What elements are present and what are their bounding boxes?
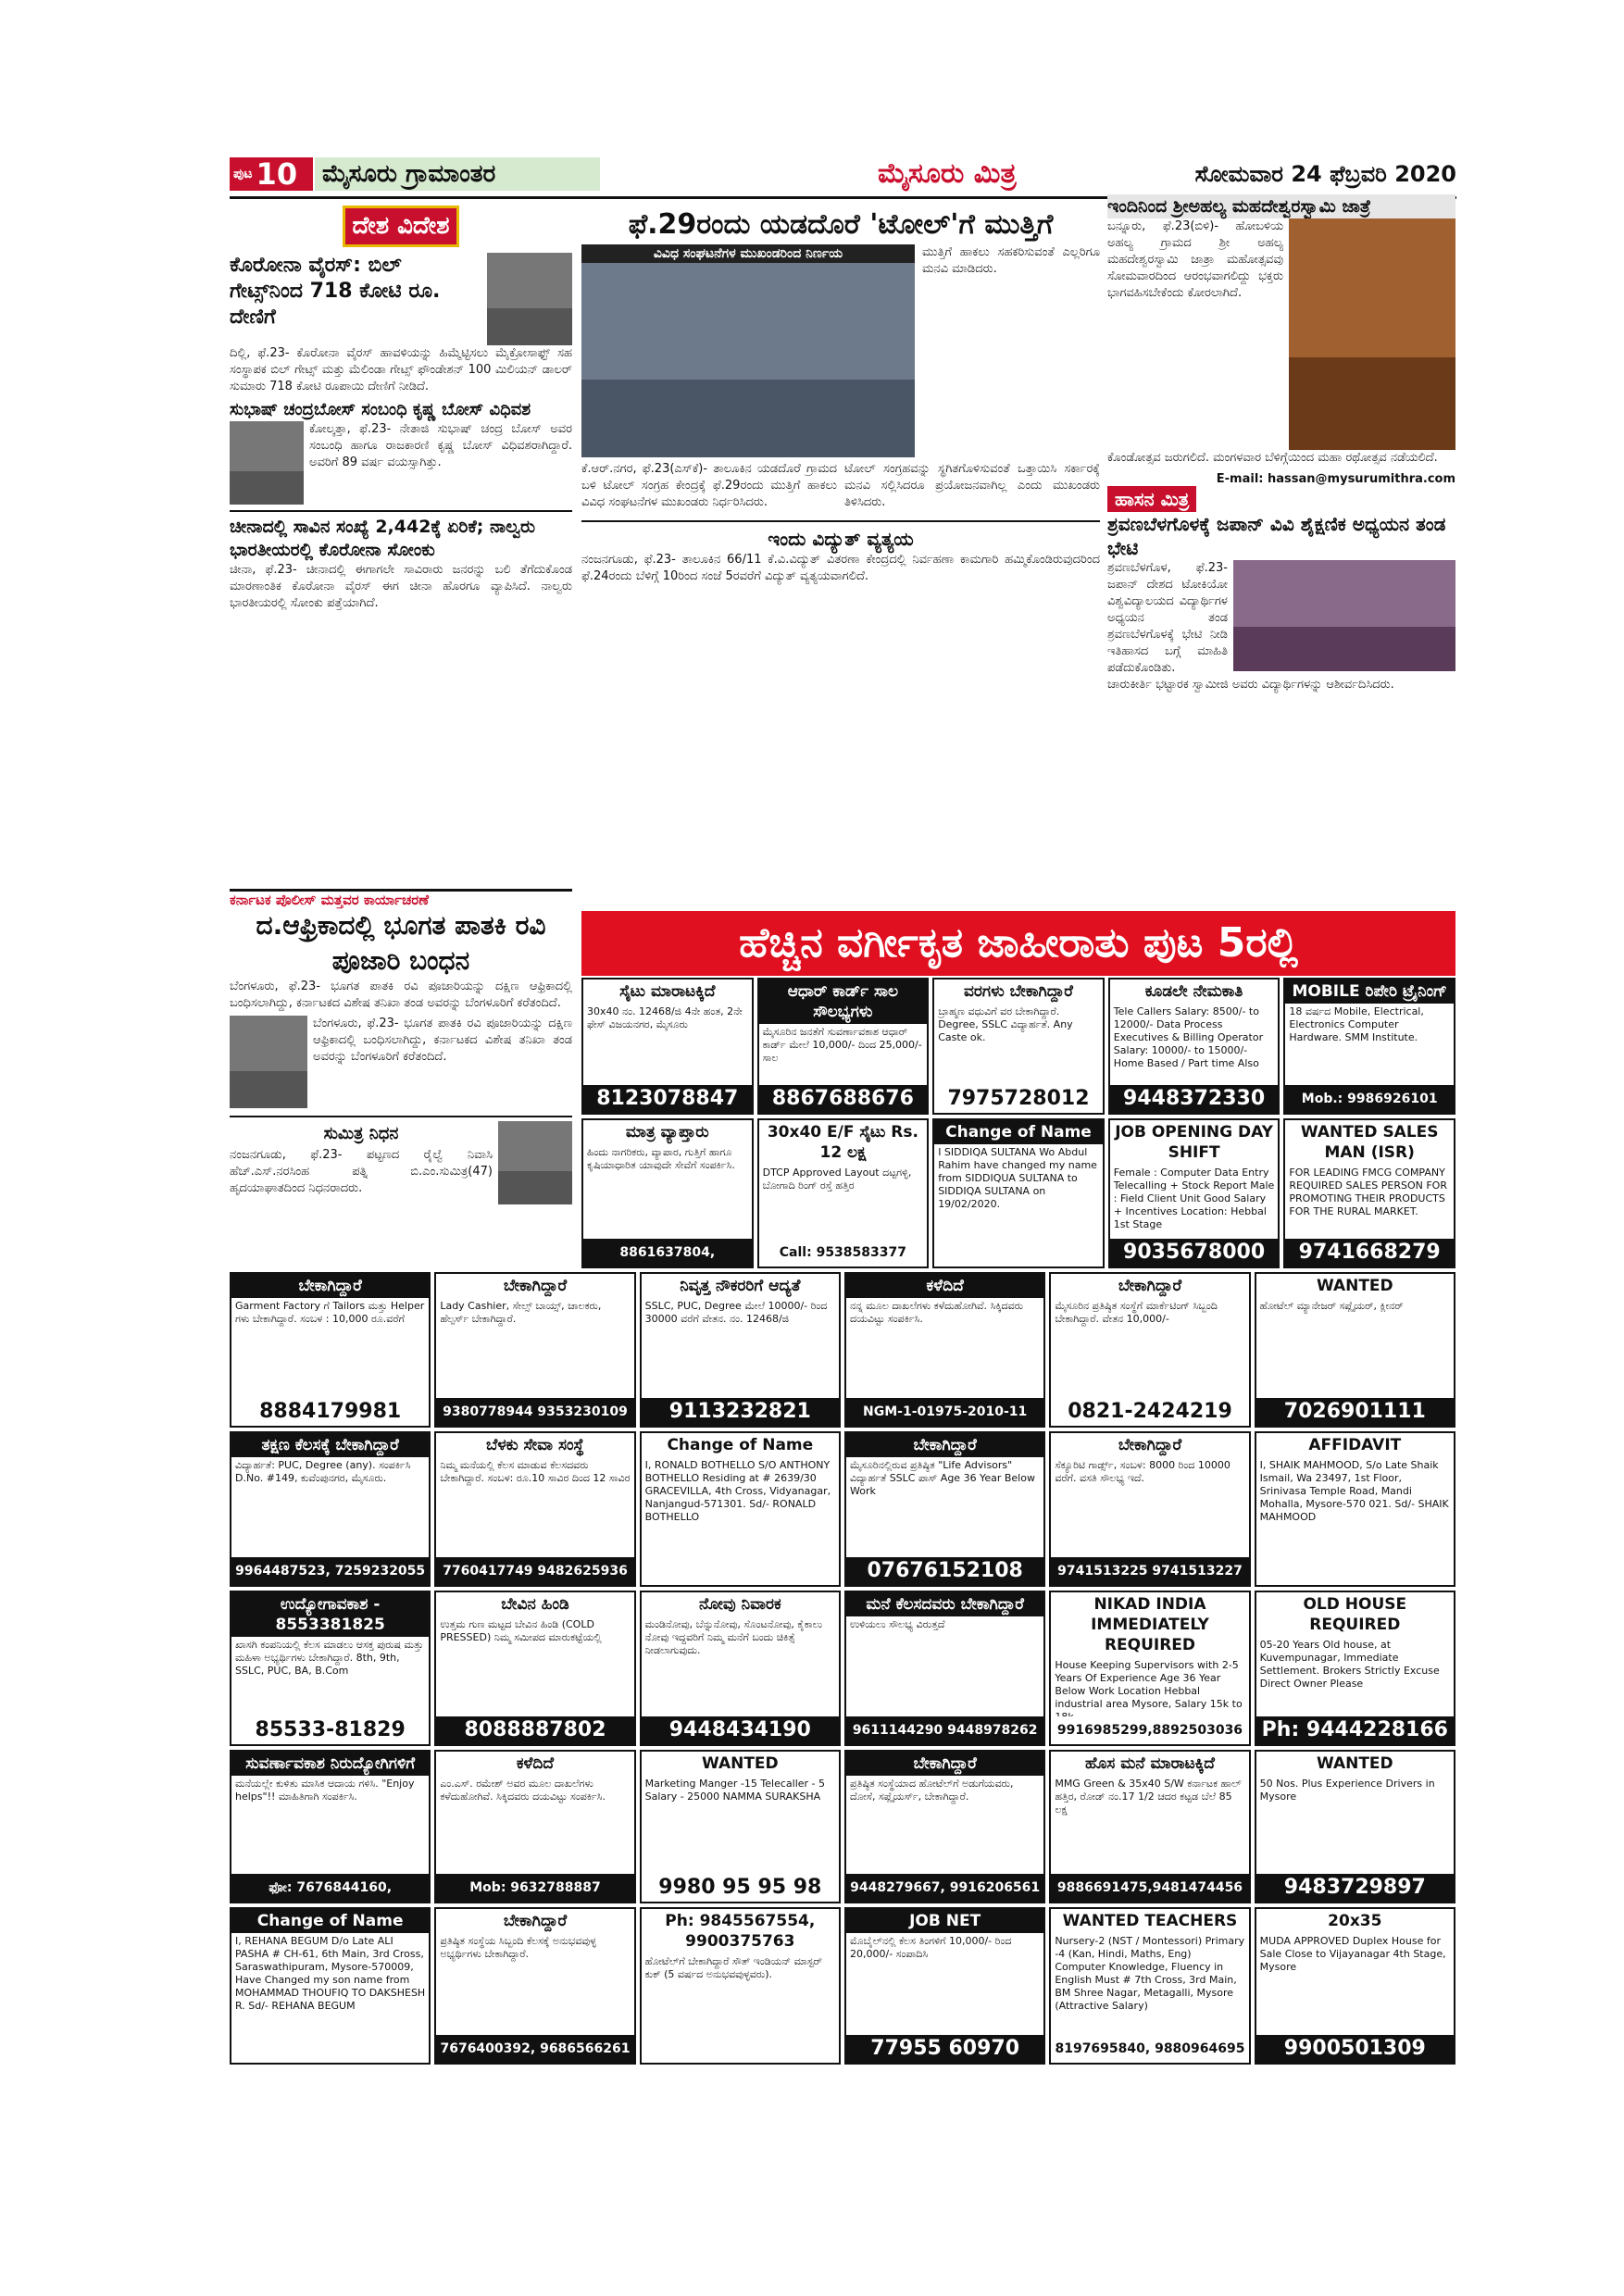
classified-ad [230, 1750, 431, 1903]
ad-body: ಪ್ರತಿಷ್ಠಿತ ಸಂಸ್ಥೆಯ ಸಿಬ್ಬಂದಿ ಕೆಲಸಕ್ಕೆ ಅನುಭವವುಳ್ಳ ಅಭ್ಯರ್ಥಿಗಳು ಬೇಕಾಗಿದ್ದಾರೆ. [440, 1935, 596, 1960]
classified-ad [1255, 1907, 1455, 2065]
classified-ad [640, 1272, 841, 1428]
classified-ad [844, 1591, 1045, 1746]
ad-heading: ಮನೆ ಕೆಲಸದವರು ಬೇಕಾಗಿದ್ದಾರೆ [846, 1592, 1043, 1616]
ad-phone: 8197695840, 9880964695 [1051, 2035, 1248, 2063]
ad-body: DTCP Approved Layout ದಟ್ಟಗಳ್ಳಿ, ಬೋಗಾದಿ ರಿಂಗ್ ರಸ್ತೆ ಹತ್ತಿರ [762, 1167, 912, 1192]
classified-ad [1283, 1118, 1455, 1268]
ad-phone: 8123078847 [583, 1085, 752, 1113]
ad-heading: JOB NET [846, 1909, 1043, 1933]
ad-heading: ಕಳೆದಿದೆ [846, 1274, 1043, 1298]
classified-ad [757, 1118, 930, 1268]
ad-phone: 9448434190 [642, 1716, 839, 1744]
ad-body: Female : Computer Data Entry Telecalling + Stock Report Male : Field Client Unit Good Salary + Incentives Location: Hebbal 1st Stage [1113, 1167, 1275, 1230]
classified-ad [1049, 1272, 1250, 1428]
story-text: ಚಾರುಕೀರ್ತಿ ಭಟ್ಟಾರಕ ಸ್ವಾಮೀಜಿ ಅವರು ವಿದ್ಯಾರ್ಥಿಗಳನ್ನು ಆಶೀರ್ವದಿಸಿದರು. [1107, 678, 1394, 692]
ad-heading: NIKAD INDIA IMMEDIATELY REQUIRED [1091, 1595, 1209, 1654]
ad-heading: ಬೇಕಾಗಿದ್ದಾರೆ [231, 1274, 429, 1298]
ad-heading: ಬೇಕಾಗಿದ್ದಾರೆ [1118, 1277, 1182, 1295]
ad-phone: 9611144290 9448978262 [846, 1716, 1043, 1744]
classified-ad [1255, 1431, 1455, 1587]
story-text: ನಂಜನಗೂಡು, ಫೆ.23- ತಾಲೂಕಿನ 66/11 ಕೆ.ವಿ.ವಿದ್ಯುತ್ ವಿತರಣಾ ಕೇಂದ್ರದಲ್ಲಿ ನಿರ್ವಹಣಾ ಕಾಮಗಾರಿ ಹಮ್ಮಿಕೊಂಡಿರುವುದರಿಂದ ಫೆ.24ರಂದು ಬೆಳಿಗ್ಗೆ 10ರಿಂದ ಸಂಜೆ 5ರವರೆಗೆ ವಿದ್ಯುತ್ ವ್ಯತ್ಯಯವಾಗಲಿದೆ. [581, 553, 1100, 583]
ad-body: I SIDDIQA SULTANA Wo Abdul Rahim have changed my name from SIDDIQUA SULTANA to SIDDIQA SULTANA on 19/02/2020. [938, 1146, 1097, 1210]
classified-ad [1255, 1750, 1455, 1903]
ad-heading: ಬೇಕಾಗಿದ್ದಾರೆ [846, 1433, 1043, 1457]
col1-news [230, 206, 572, 902]
ad-phone: 9483729897 [1256, 1874, 1454, 1902]
page-header [230, 154, 1456, 194]
photo-ravi-poojari [230, 1016, 307, 1108]
story-title: ದ.ಆಫ್ರಿಕಾದಲ್ಲಿ ಭೂಗತ ಪಾತಕಿ ರವಿ ಪೂಜಾರಿ ಬಂಧನ [256, 910, 546, 976]
story-title: ಸುಭಾಷ್ ಚಂದ್ರಬೋಸ್ ಸಂಬಂಧಿ ಕೃಷ್ಣ ಬೋಸ್ ವಿಧಿವಶ [230, 400, 531, 419]
story-text: ಮುತ್ತಿಗೆ ಹಾಕಲು ಸಹಕರಿಸುವಂತೆ ಎಲ್ಲರಿಗೂ ಮನವಿ ಮಾಡಿದರು. [922, 245, 1100, 276]
ad-phone: 77955 60970 [846, 2035, 1043, 2063]
ad-phone: 8088887802 [436, 1716, 633, 1744]
classified-ad [230, 1272, 431, 1428]
classified-ad [434, 1907, 635, 2065]
ad-heading: Change of Name [934, 1120, 1103, 1144]
ad-phone: Ph: 9444228166 [1256, 1716, 1454, 1744]
ad-heading: Ph: 9845567554, 9900375763 [665, 1912, 816, 1951]
ad-body: 05-20 Years Old house, at Kuvempunagar, Immediate Settlement. Brokers Strictly Excuse Direct Owner Please [1259, 1639, 1440, 1690]
ad-body: ಉಳಿಯಲು ಸೌಲಭ್ಯ ವಿರುತ್ತದೆ [850, 1618, 945, 1630]
classified-ad [230, 1431, 431, 1587]
ad-heading: ಸುವರ್ಣಾವಕಾಶ ನಿರುದ್ಯೋಗಿಗಳಿಗೆ [231, 1752, 429, 1776]
classified-ad [230, 1907, 431, 2065]
ad-body: Lady Cashier, ಸೇಲ್ಸ್ ಬಾಯ್ಸ್, ಚಾಲಕರು, ಹೆಲ್ಪರ್ಸ್ ಬೇಕಾಗಿದ್ದಾರೆ. [440, 1300, 602, 1325]
ad-body: 18 ವರ್ಷದ Mobile, Electrical, Electronics Computer Hardware. SMM Institute. [1289, 1005, 1424, 1043]
ad-body: Garment Factory ಗೆ Tailors ಮತ್ತು Helper ಗಳು ಬೇಕಾಗಿದ್ದಾರೆ. ಸಂಬಳ : 10,000 ರೂ.ವರೆಗೆ [235, 1300, 425, 1325]
classified-ad [844, 1431, 1045, 1587]
classified-ad [640, 1907, 841, 2065]
classified-ad [844, 1272, 1045, 1428]
classified-ad [1283, 978, 1455, 1115]
ad-body: ಹೋಟೆಲ್‌ಗೆ ಬೇಕಾಗಿದ್ದಾರೆ ಸೌತ್ ಇಂಡಿಯನ್ ಮಾಸ್ಟರ್ ಕುಕ್ (5 ವರ್ಷದ ಅನುಭವವುಳ್ಳವರು). [644, 1955, 822, 1980]
ad-body: ಮೊಬೈಲ್‌ನಲ್ಲಿ ಕೆಲಸ ತಿಂಗಳಿಗೆ 10,000/- ರಿಂದ 20,000/- ಸಂಪಾದಿಸಿ [850, 1935, 1012, 1960]
ad-heading: ಉದ್ಯೋಗಾವಕಾಶ - 8553381825 [231, 1592, 429, 1637]
issue-date: ಸೋಮವಾರ 24 ಫೆಬ್ರವರಿ 2020 [1194, 161, 1456, 187]
story-text: ಚೀನಾ, ಫೆ.23- ಚೀನಾದಲ್ಲಿ ಈಗಾಗಲೇ ಸಾವಿರಾರು ಜನರನ್ನು ಬಲಿ ತೆಗೆದುಕೊಂಡ ಮಾರಣಾಂತಿಕ ಕೊರೋನಾ ವೈರಸ್ ಈಗ ಚೀನಾ ಹೊರಗೂ ವ್ಯಾಪಿಸಿದೆ. ನಾಲ್ವರು ಭಾರತೀಯರಲ್ಲಿ ಸೋಂಕು ಪತ್ತೆಯಾಗಿದೆ. [230, 563, 572, 610]
page-label: ಪುಟ [233, 167, 253, 181]
ad-phone: 9448372330 [1110, 1085, 1279, 1113]
ad-phone: 9916985299,8892503036 [1051, 1716, 1248, 1744]
obituary-title: ಸುಮಿತ್ರ ನಿಧನ [323, 1124, 399, 1143]
classified-ad [434, 1431, 635, 1587]
classified-ad [1049, 1591, 1250, 1746]
ad-body: I, REHANA BEGUM D/o Late ALI PASHA # CH-61, 6th Main, 3rd Cross, Saraswathipuram, Mysore-570009, Have Changed my son name from MOHAMMAD THOUFIQ TO DAKSHESH R. Sd/- REHANA BEGUM [235, 1935, 426, 2012]
ad-body: I, SHAIK MAHMOOD, S/o Late Shaik Ismail, Wa 23497, 1st Floor, Srinivasa Temple Road, Mandi Mohalla, Mysore-570 021. Sd/- SHAIK MAHMOOD [1259, 1459, 1449, 1523]
ad-phone: 8861637804, [583, 1239, 752, 1267]
ad-body: ನಿಮ್ಮ ಮನೆಯಲ್ಲಿ ಕೆಲಸ ಮಾಡುವ ಕೆಲಸದವರು ಬೇಕಾಗಿದ್ದಾರೆ. ಸಂಬಳ: ರೂ.10 ಸಾವಿರ ದಿಂದ 12 ಸಾವಿರ [440, 1459, 631, 1484]
story-title: ಕೊರೋನಾ ವೈರಸ್: ಬಿಲ್ ಗೇಟ್ಸ್‌ನಿಂದ 718 ಕೋಟಿ ರೂ. ದೇಣಿಗೆ [230, 254, 441, 329]
ad-phone: 07676152108 [846, 1557, 1043, 1585]
classified-ad [932, 978, 1105, 1115]
photo-caption: ಕೊಂಡೋತ್ಸವ ಜರುಗಲಿದೆ. ಮಂಗಳವಾರ ಬೆಳಿಗ್ಗೆಯಿಂದ ಮಹಾ ರಥೋತ್ಸವ ನಡೆಯಲಿದೆ. [1107, 451, 1438, 465]
classified-ad [640, 1431, 841, 1587]
ad-heading: ಬೇಕಾಗಿದ್ದಾರೆ [846, 1752, 1043, 1776]
photo-krishna-bose [230, 421, 304, 505]
ad-heading: WANTED [701, 1754, 779, 1773]
ad-heading: ಕೂಡಲೇ ನೇಮಕಾತಿ [1144, 982, 1243, 1001]
classified-ad [1049, 1750, 1250, 1903]
masthead: ಮೈಸೂರು ಮಿತ್ರ [878, 157, 1017, 190]
section-title: ಮೈಸೂರು ಗ್ರಾಮಾಂತರ [315, 157, 600, 191]
ad-phone: 7026901111 [1256, 1398, 1454, 1426]
ad-body: ಹೋಟೆಲ್ ಮ್ಯಾನೇಜರ್ ಸಪ್ಲೈಯರ್, ಕ್ಲೀನರ್ [1259, 1300, 1404, 1312]
ad-heading: ಬೇಕಾಗಿದ್ದಾರೆ [503, 1912, 568, 1930]
ad-phone: Call: 9538583377 [759, 1239, 928, 1267]
ad-body: House Keeping Supervisors with 2-5 Years Of Experience Age 36 Year Below Work Location Hebbal industrial area Mysore, Salary 15k to [1055, 1659, 1243, 1710]
ad-heading: ವರಗಳು ಬೇಕಾಗಿದ್ದಾರೆ [963, 982, 1073, 1001]
ad-phone: 7760417749 9482625936 [436, 1557, 633, 1585]
ad-body: MMG Green & 35x40 S/W ಕರ್ನಾಟಕ ಹಾಲ್ ಹತ್ತಿರ, ರೋಡ್ ನಂ.17 1/2 ಚದರ ಕಟ್ಟಡ ಬೆಲೆ 85 ಲಕ್ಷ [1055, 1778, 1242, 1816]
section-band: ದೇಶ ವಿದೇಶ [343, 206, 460, 247]
ad-body: ಮೈಸೂರಿನ ಪ್ರತಿಷ್ಠಿತ ಸಂಸ್ಥೆಗೆ ಮಾರ್ಕೆಟಿಂಗ್ ಸಿಬ್ಬಂದಿ ಬೇಕಾಗಿದ್ದಾರೆ. ವೇತನ 10,000/- [1055, 1300, 1218, 1325]
ad-phone: Mob: 9632788887 [436, 1874, 633, 1902]
story-title: ಚೀನಾದಲ್ಲಿ ಸಾವಿನ ಸಂಖ್ಯೆ 2,442ಕ್ಕೆ ಏರಿಕೆ; ನಾಲ್ವರು ಭಾರತೀಯರಲ್ಲಿ ಕೊರೋನಾ ಸೋಂಕು [230, 510, 572, 562]
ad-phone: NGM-1-01975-2010-11 [846, 1398, 1043, 1426]
ad-heading: WANTED TEACHERS [1062, 1912, 1238, 1930]
classified-ad [1255, 1272, 1455, 1428]
ad-heading: 30x40 E/F ಸೈಟು Rs. 12 ಲಕ್ಷ [767, 1123, 918, 1162]
ad-phone: 0821-2424219 [1051, 1398, 1248, 1426]
ad-heading: WANTED SALES MAN (ISR) [1300, 1123, 1439, 1162]
story-text: ದಿಲ್ಲಿ, ಫೆ.23- ಕೊರೋನಾ ವೈರಸ್ ಹಾವಳಿಯನ್ನು ಹಿಮ್ಮೆಟ್ಟಿಸಲು ಮೈಕ್ರೋಸಾಫ್ಟ್ ಸಹ ಸಂಸ್ಥಾಪಕ ಬಿಲ್ ಗೇಟ್ಸ್ ಮತ್ತು ಮೆಲಿಂಡಾ ಗೇಟ್ಸ್ ಫೌಂಡೇಶನ್ 100 ಮಿಲಿಯನ್ ಡಾಲರ್ ಸುಮಾರು 718 ಕೋಟಿ ರೂಪಾಯಿ ದೇಣಿಗೆ ನೀಡಿದೆ. [230, 346, 572, 393]
classified-ad [581, 1118, 754, 1268]
story-title: ಇಂದಿನಿಂದ ಶ್ರೀಅಹಲ್ಯ ಮಹದೇಶ್ವರಸ್ವಾಮಿ ಜಾತ್ರೆ [1107, 194, 1455, 218]
email-line: E-mail: hassan@mysurumithra.com [1216, 472, 1455, 486]
ad-body: FOR LEADING FMCG COMPANY REQUIRED SALES PERSON FOR PROMOTING THEIR PRODUCTS FOR THE RURAL MARKET. [1289, 1167, 1447, 1217]
classified-ad [230, 1591, 431, 1746]
ad-body: ಎಂ.ಎಸ್. ರಮೇಶ್ ಅವರ ಮೂಲ ದಾಖಲೆಗಳು ಕಳೆದುಹೋಗಿವೆ. ಸಿಕ್ಕಿದವರು ದಯವಿಟ್ಟು ಸಂಪರ್ಕಿಸಿ. [440, 1778, 606, 1803]
classified-ad [581, 978, 754, 1115]
ad-body: ಬ್ರಾಹ್ಮಣ ವಧುವಿಗೆ ವರ ಬೇಕಾಗಿದ್ದಾರೆ. Degree, SSLC ವಿದ್ಯಾರ್ಹತೆ. Any Caste ok. [938, 1005, 1073, 1043]
story-text: ಕೆ.ಆರ್.ನಗರ, ಫೆ.23(ಎಸ್‌ಕೆ)- ತಾಲೂಕಿನ ಯಡದೊರೆ ಗ್ರಾಮದ ಬಳಿ ಟೋಲ್ ಸಂಗ್ರಹ ಕೇಂದ್ರಕ್ಕೆ ಫೆ.29ರಂದು ಮುತ್ತಿಗೆ ಹಾಕಲು ವಿವಿಧ ಸಂಘಟನೆಗಳ ಮುಖಂಡರು ನಿರ್ಧರಿಸಿದರು. [581, 462, 837, 509]
ad-body: ಹಿಂದು ನಾಗರಿಕರು, ವ್ಯಾಪಾರ, ಗುತ್ತಿಗೆ ಹಾಗೂ ಕೃಷಿಯಾಧಾರಿತ ಯಾವುದೇ ಸೇವೆಗೆ ಸಂಪರ್ಕಿಸಿ. [587, 1146, 735, 1171]
page-number-tag [230, 157, 313, 191]
ad-heading: ಸೈಟು ಮಾರಾಟಕ್ಕಿದೆ [619, 982, 716, 1001]
classified-ad [844, 1907, 1045, 2065]
ad-heading: Change of Name [231, 1909, 429, 1933]
ad-phone: 7975728012 [934, 1085, 1103, 1113]
ad-body: 50 Nos. Plus Experience Drivers in Mysore [1259, 1778, 1435, 1803]
ad-heading: WANTED [1316, 1277, 1393, 1295]
classified-ad [932, 1118, 1105, 1268]
ad-body: ವಿದ್ಯಾರ್ಹತೆ: PUC, Degree (any). ಸಂಪರ್ಕಿಸಿ D.No. #149, ಕುವೆಂಪುನಗರ, ಮೈಸೂರು. [235, 1459, 411, 1484]
photo-temple-deity [1289, 218, 1455, 450]
ad-phone: 9741668279 [1285, 1239, 1454, 1267]
classified-ad [1049, 1907, 1250, 2065]
col1-crime-story [230, 889, 572, 1290]
ad-body: SSLC, PUC, Degree ಮೇಲೆ 10000/- ರಿಂದ 30000 ವರೆಗೆ ವೇತನ. ನಂ. 12468/ಜಿ [644, 1300, 828, 1325]
ad-heading: WANTED [1316, 1754, 1393, 1773]
photo-protest-meeting [581, 263, 915, 457]
ad-body: 30x40 ನಂ. 12468/ಜಿ 4ನೇ ಹಂತ, 2ನೇ ಫೇಸ್ ವಿಜಯನಗರ, ಮೈಸೂರು [587, 1005, 743, 1030]
story-text: ಶ್ರವಣಬೆಳಗೊಳ, ಫೆ.23- ಜಪಾನ್ ದೇಶದ ಟೋಕಿಯೋ ವಿಶ್ವವಿದ್ಯಾಲಯದ ವಿದ್ಯಾರ್ಥಿಗಳ ಅಧ್ಯಯನ ತಂಡ ಶ್ರವಣಬೆಳಗೊಳಕ್ಕೆ ಭೇಟಿ ನೀಡಿ ಇತಿಹಾಸದ ಬಗ್ಗೆ ಮಾಹಿತಿ ಪಡೆದುಕೊಂಡಿತು. [1107, 561, 1228, 675]
story-title: ಇಂದು ವಿದ್ಯುತ್ ವ್ಯತ್ಯಯ [768, 528, 914, 550]
ad-phone: 9886691475,9481474456 [1051, 1874, 1248, 1902]
hassan-band: ಹಾಸನ ಮಿತ್ರ [1107, 486, 1196, 512]
story-title: ಶ್ರವಣಬೆಳಗೊಳಕ್ಕೆ ಜಪಾನ್ ವಿವಿ ಶೈಕ್ಷಣಿಕ ಅಧ್ಯಯನ ತಂಡ ಭೇಟಿ [1107, 513, 1446, 559]
ad-heading: ನೋವು ನಿವಾರಕ [698, 1595, 781, 1614]
photo-bill-gates [487, 253, 572, 345]
ad-heading: OLD HOUSE REQUIRED [1303, 1595, 1407, 1634]
ad-heading: ಬೆಳಕು ಸೇವಾ ಸಂಸ್ಥೆ [486, 1436, 584, 1454]
story-text: ಬೆಂಗಳೂರು, ಫೆ.23- ಭೂಗತ ಪಾತಕಿ ರವಿ ಪೂಜಾರಿಯನ್ನು ದಕ್ಷಿಣ ಆಫ್ರಿಕಾದಲ್ಲಿ ಬಂಧಿಸಲಾಗಿದ್ದು, ಕರ್ನಾಟಕದ ವಿಶೇಷ ತನಿಖಾ ತಂಡ ಅವರನ್ನು ಬೆಂಗಳೂರಿಗೆ ಕರೆತಂದಿದೆ. [230, 980, 572, 1010]
ad-phone: 9900501309 [1256, 2035, 1454, 2063]
ad-heading: ತಕ್ಷಣ ಕೆಲಸಕ್ಕೆ ಬೇಕಾಗಿದ್ದಾರೆ [231, 1433, 429, 1457]
ad-phone: 9035678000 [1110, 1239, 1279, 1267]
ad-heading: ಬೇಕಾಗಿದ್ದಾರೆ [503, 1277, 568, 1295]
ad-heading: MOBILE ರಿಪೇರಿ ಟ್ರೈನಿಂಗ್ [1285, 980, 1454, 1004]
story-text: ಬನ್ನೂರು, ಫೆ.23(ಬಿಳಿ)- ಹೋಬಳಿಯ ಅಹಲ್ಯ ಗ್ರಾಮದ ಶ್ರೀ ಅಹಲ್ಯ ಮಹದೇಶ್ವರಸ್ವಾಮಿ ಜಾತ್ರಾ ಮಹೋತ್ಸವವು ಸೋಮವಾರದಿಂದ ಆರಂಭವಾಗಲಿದ್ದು ಭಕ್ತರು ಭಾಗವಹಿಸಬೇಕೆಂದು ಕೋರಲಾಗಿದೆ. [1107, 219, 1283, 300]
ad-phone: ಫೋ: 7676844160, [231, 1874, 429, 1902]
ad-phone: Mob.: 9986926101 [1285, 1085, 1454, 1113]
ad-heading: ಬೇವಿನ ಹಿಂಡಿ [501, 1595, 569, 1614]
ad-phone: 85533-81829 [231, 1716, 429, 1744]
ad-body: Tele Callers Salary: 8500/- to 12000/- Data Process Executives & Billing Operator Salary: 10000/- to 15000/- Home Based / Part time Also [1113, 1005, 1264, 1069]
ad-phone: 8867688676 [759, 1085, 928, 1113]
ad-body: ಸೆಕ್ಯೂರಿಟಿ ಗಾರ್ಡ್ಸ್, ಸಂಬಳ: 8000 ರಿಂದ 10000 ವರೆಗೆ. ವಸತಿ ಸೌಲಭ್ಯ ಇದೆ. [1055, 1459, 1230, 1484]
ad-body: ಮನೆಯಲ್ಲೇ ಕುಳಿತು ಮಾಸಿಕ ಆದಾಯ ಗಳಿಸಿ. "Enjoy helps"!! ಮಾಹಿತಿಗಾಗಿ ಸಂಪರ್ಕಿಸಿ. [235, 1778, 415, 1803]
photo-sumithra [498, 1121, 572, 1204]
classified-ad [1108, 978, 1280, 1115]
ad-heading: JOB OPENING DAY SHIFT [1115, 1123, 1273, 1162]
classified-ad [640, 1591, 841, 1746]
classified-banner: ಹೆಚ್ಚಿನ ವರ್ಗೀಕೃತ ಜಾಹೀರಾತು ಪುಟ 5ರಲ್ಲಿ [581, 911, 1455, 976]
ad-phone: 8884179981 [231, 1398, 429, 1426]
ad-heading: AFFIDAVIT [1308, 1436, 1402, 1454]
ad-body: Nursery-2 (NST / Montessori) Primary -4 (Kan, Hindi, Maths, Eng) Computer Knowledge, Fluency in English Must # 7th Cross, 3rd Main, BM Shree Nagar, Metagalli, Mysore (Attractive Salary) [1055, 1935, 1245, 2012]
ad-body: ನನ್ನ ಮೂಲ ದಾಖಲೆಗಳು ಕಳೆದುಹೋಗಿವೆ. ಸಿಕ್ಕಿದವರು ದಯವಿಟ್ಟು ಸಂಪರ್ಕಿಸಿ. [850, 1300, 1024, 1325]
ad-phone: 9964487523, 7259232055 [231, 1557, 429, 1585]
classified-ad [434, 1750, 635, 1903]
ad-body: Marketing Manger -15 Telecaller - 5 Salary - 25000 NAMMA SURAKSHA [644, 1778, 826, 1803]
story-text: ಟೋಲ್ ಸಂಗ್ರಹವನ್ನು ಸ್ಥಗಿತಗೊಳಿಸುವಂತೆ ಒತ್ತಾಯಿಸಿ ಸರ್ಕಾರಕ್ಕೆ ಮನವಿ ಸಲ್ಲಿಸಿದರೂ ಪ್ರಯೋಜನವಾಗಿಲ್ಲ ಎಂದು ಮುಖಂಡರು ತಿಳಿಸಿದರು. [844, 462, 1100, 509]
ad-phone: 9380778944 9353230109 [436, 1398, 633, 1426]
ad-body: ಮೈಸೂರಿನಲ್ಲಿರುವ ಪ್ರತಿಷ್ಠಿತ "Life Advisors" ವಿದ್ಯಾರ್ಹತೆ SSLC ಪಾಸ್ Age 36 Year Below Work [850, 1459, 1035, 1497]
photo-caption: ವಿವಿಧ ಸಂಘಟನೆಗಳ ಮುಖಂಡರಿಂದ ನಿರ್ಣಯ [581, 244, 915, 263]
ad-heading: ಮಾತ್ರ ವ್ಯಾಪ್ತಾರು [625, 1123, 709, 1142]
ad-body: MUDA APPROVED Duplex House for Sale Close to Vijayanagar 4th Stage, Mysore [1259, 1935, 1446, 1973]
ad-body: ಖಾಸಗಿ ಕಂಪನಿಯಲ್ಲಿ ಕೆಲಸ ಮಾಡಲು ಆಸಕ್ತ ಪುರುಷ ಮತ್ತು ಮಹಿಳಾ ಅಭ್ಯರ್ಥಿಗಳು ಬೇಕಾಗಿದ್ದಾರೆ. 8th, 9th, SSLC, PUC, BA, B.Com [235, 1639, 424, 1677]
ad-phone: 9113232821 [642, 1398, 839, 1426]
ad-heading: Change of Name [667, 1436, 814, 1454]
ad-body: ಮಂಡಿನೋವು, ಬೆನ್ನುನೋವು, ಸೊಂಟನೋವು, ಕೈಕಾಲು ನೋವು ಇದ್ದವರಿಗೆ ನಿಮ್ಮ ಮನೆಗೆ ಬಂದು ಚಿಕಿತ್ಸೆ ನೀಡಲಾಗುವುದು. [644, 1618, 823, 1656]
classified-ad [434, 1591, 635, 1746]
ad-heading: ಕಳೆದಿದೆ [516, 1754, 555, 1773]
classified-ad [434, 1272, 635, 1428]
story-kicker: ಕರ್ನಾಟಕ ಪೊಲೀಸ್ ಮತ್ತವರ ಕಾರ್ಯಾಚರಣೆ [230, 892, 430, 908]
ad-heading: ನಿವೃತ್ತ ನೌಕರರಿಗೆ ಆದ್ಯತೆ [680, 1277, 801, 1295]
classified-ad [844, 1750, 1045, 1903]
photo-japan-team [1233, 560, 1455, 671]
story-title: ಫೆ.29ರಂದು ಯಡದೊರೆ 'ಟೋಲ್'ಗೆ ಮುತ್ತಿಗೆ [628, 208, 1054, 241]
ad-heading: ಹೊಸ ಮನೆ ಮಾರಾಟಕ್ಕಿದೆ [1085, 1754, 1215, 1773]
classified-ad [757, 978, 930, 1115]
ad-body: ಉತ್ತಮ ಗುಣ ಮಟ್ಟದ ಬೇವಿನ ಹಿಂಡಿ (COLD PRESSED) ನಿಮ್ಮ ಸಮೀಪದ ಮಾರುಕಟ್ಟೆಯಲ್ಲಿ [440, 1618, 602, 1643]
classified-ad [1108, 1118, 1280, 1268]
ad-phone: 7676400392, 9686566261 [436, 2035, 633, 2063]
ad-heading: ಬೇಕಾಗಿದ್ದಾರೆ [1118, 1436, 1182, 1454]
mid-news [581, 206, 1100, 902]
story-text: ಕೋಲ್ಕತ್ತಾ, ಫೆ.23- ನೇತಾಜಿ ಸುಭಾಷ್ ಚಂದ್ರ ಬೋಸ್ ಅವರ ಸಂಬಂಧಿ ಹಾಗೂ ರಾಜಕಾರಣಿ ಕೃಷ್ಣ ಬೋಸ್ ವಿಧಿವಶರಾಗಿದ್ದಾರೆ. ಅವರಿಗೆ 89 ವರ್ಷ ವಯಸ್ಸಾಗಿತ್ತು. [309, 422, 572, 469]
ad-body: ಪ್ರತಿಷ್ಠಿತ ಸಂಸ್ಥೆಯಾದ ಹೋಟೆಲ್‌ಗೆ ಅಡುಗೆಯವರು, ದೋಸೆ, ಸಪ್ಲೈಯರ್ಸ್, ಬೇಕಾಗಿದ್ದಾರೆ. [850, 1778, 1014, 1803]
classified-ad [640, 1750, 841, 1903]
ad-phone: 9741513225 9741513227 [1051, 1557, 1248, 1585]
story-text: ಬೆಂಗಳೂರು, ಫೆ.23- ಭೂಗತ ಪಾತಕಿ ರವಿ ಪೂಜಾರಿಯನ್ನು ದಕ್ಷಿಣ ಆಫ್ರಿಕಾದಲ್ಲಿ ಬಂಧಿಸಲಾಗಿದ್ದು, ಕರ್ನಾಟಕದ ವಿಶೇಷ ತನಿಖಾ ತಂಡ ಅವರನ್ನು ಬೆಂಗಳೂರಿಗೆ ಕರೆತಂದಿದೆ. [313, 1017, 572, 1064]
obituary-text: ನಂಜನಗೂಡು, ಫೆ.23- ಪಟ್ಟಣದ ರೈಲ್ವೆ ನಿವಾಸಿ ಹೆಚ್.ಎಸ್.ನರಸಿಂಹ ಪತ್ನಿ ಬಿ.ಎಂ.ಸುಮಿತ್ರ(47) ಹೃದಯಾಘಾತದಿಂದ ನಿಧನರಾದರು. [230, 1148, 493, 1195]
classified-ad [1049, 1431, 1250, 1587]
right-news [1107, 194, 1455, 907]
ad-body: I, RONALD BOTHELLO S/O ANTHONY BOTHELLO Residing at # 2639/30 GRACEVILLA, 4th Cross, Vidyanagar, Nanjangud-571301. Sd/- RONALD BOTHELLO [644, 1459, 831, 1523]
page-number: 10 [256, 156, 298, 192]
ad-body: ಮೈಸೂರಿನ ಜನತೆಗೆ ಸುವರ್ಣಾವಕಾಶ ಆಧಾರ್ ಕಾರ್ಡ್ ಮೇಲೆ 10,000/- ದಿಂದ 25,000/- ಸಾಲ [762, 1026, 922, 1064]
ad-heading: ಆಧಾರ್ ಕಾರ್ಡ್ ಸಾಲ ಸೌಲಭ್ಯಗಳು [759, 980, 928, 1024]
classified-ad [1255, 1591, 1455, 1746]
ad-heading: 20x35 [1328, 1912, 1382, 1930]
ad-phone: 9980 95 95 98 [642, 1874, 839, 1902]
ad-phone: 9448279667, 9916206561 [846, 1874, 1043, 1902]
